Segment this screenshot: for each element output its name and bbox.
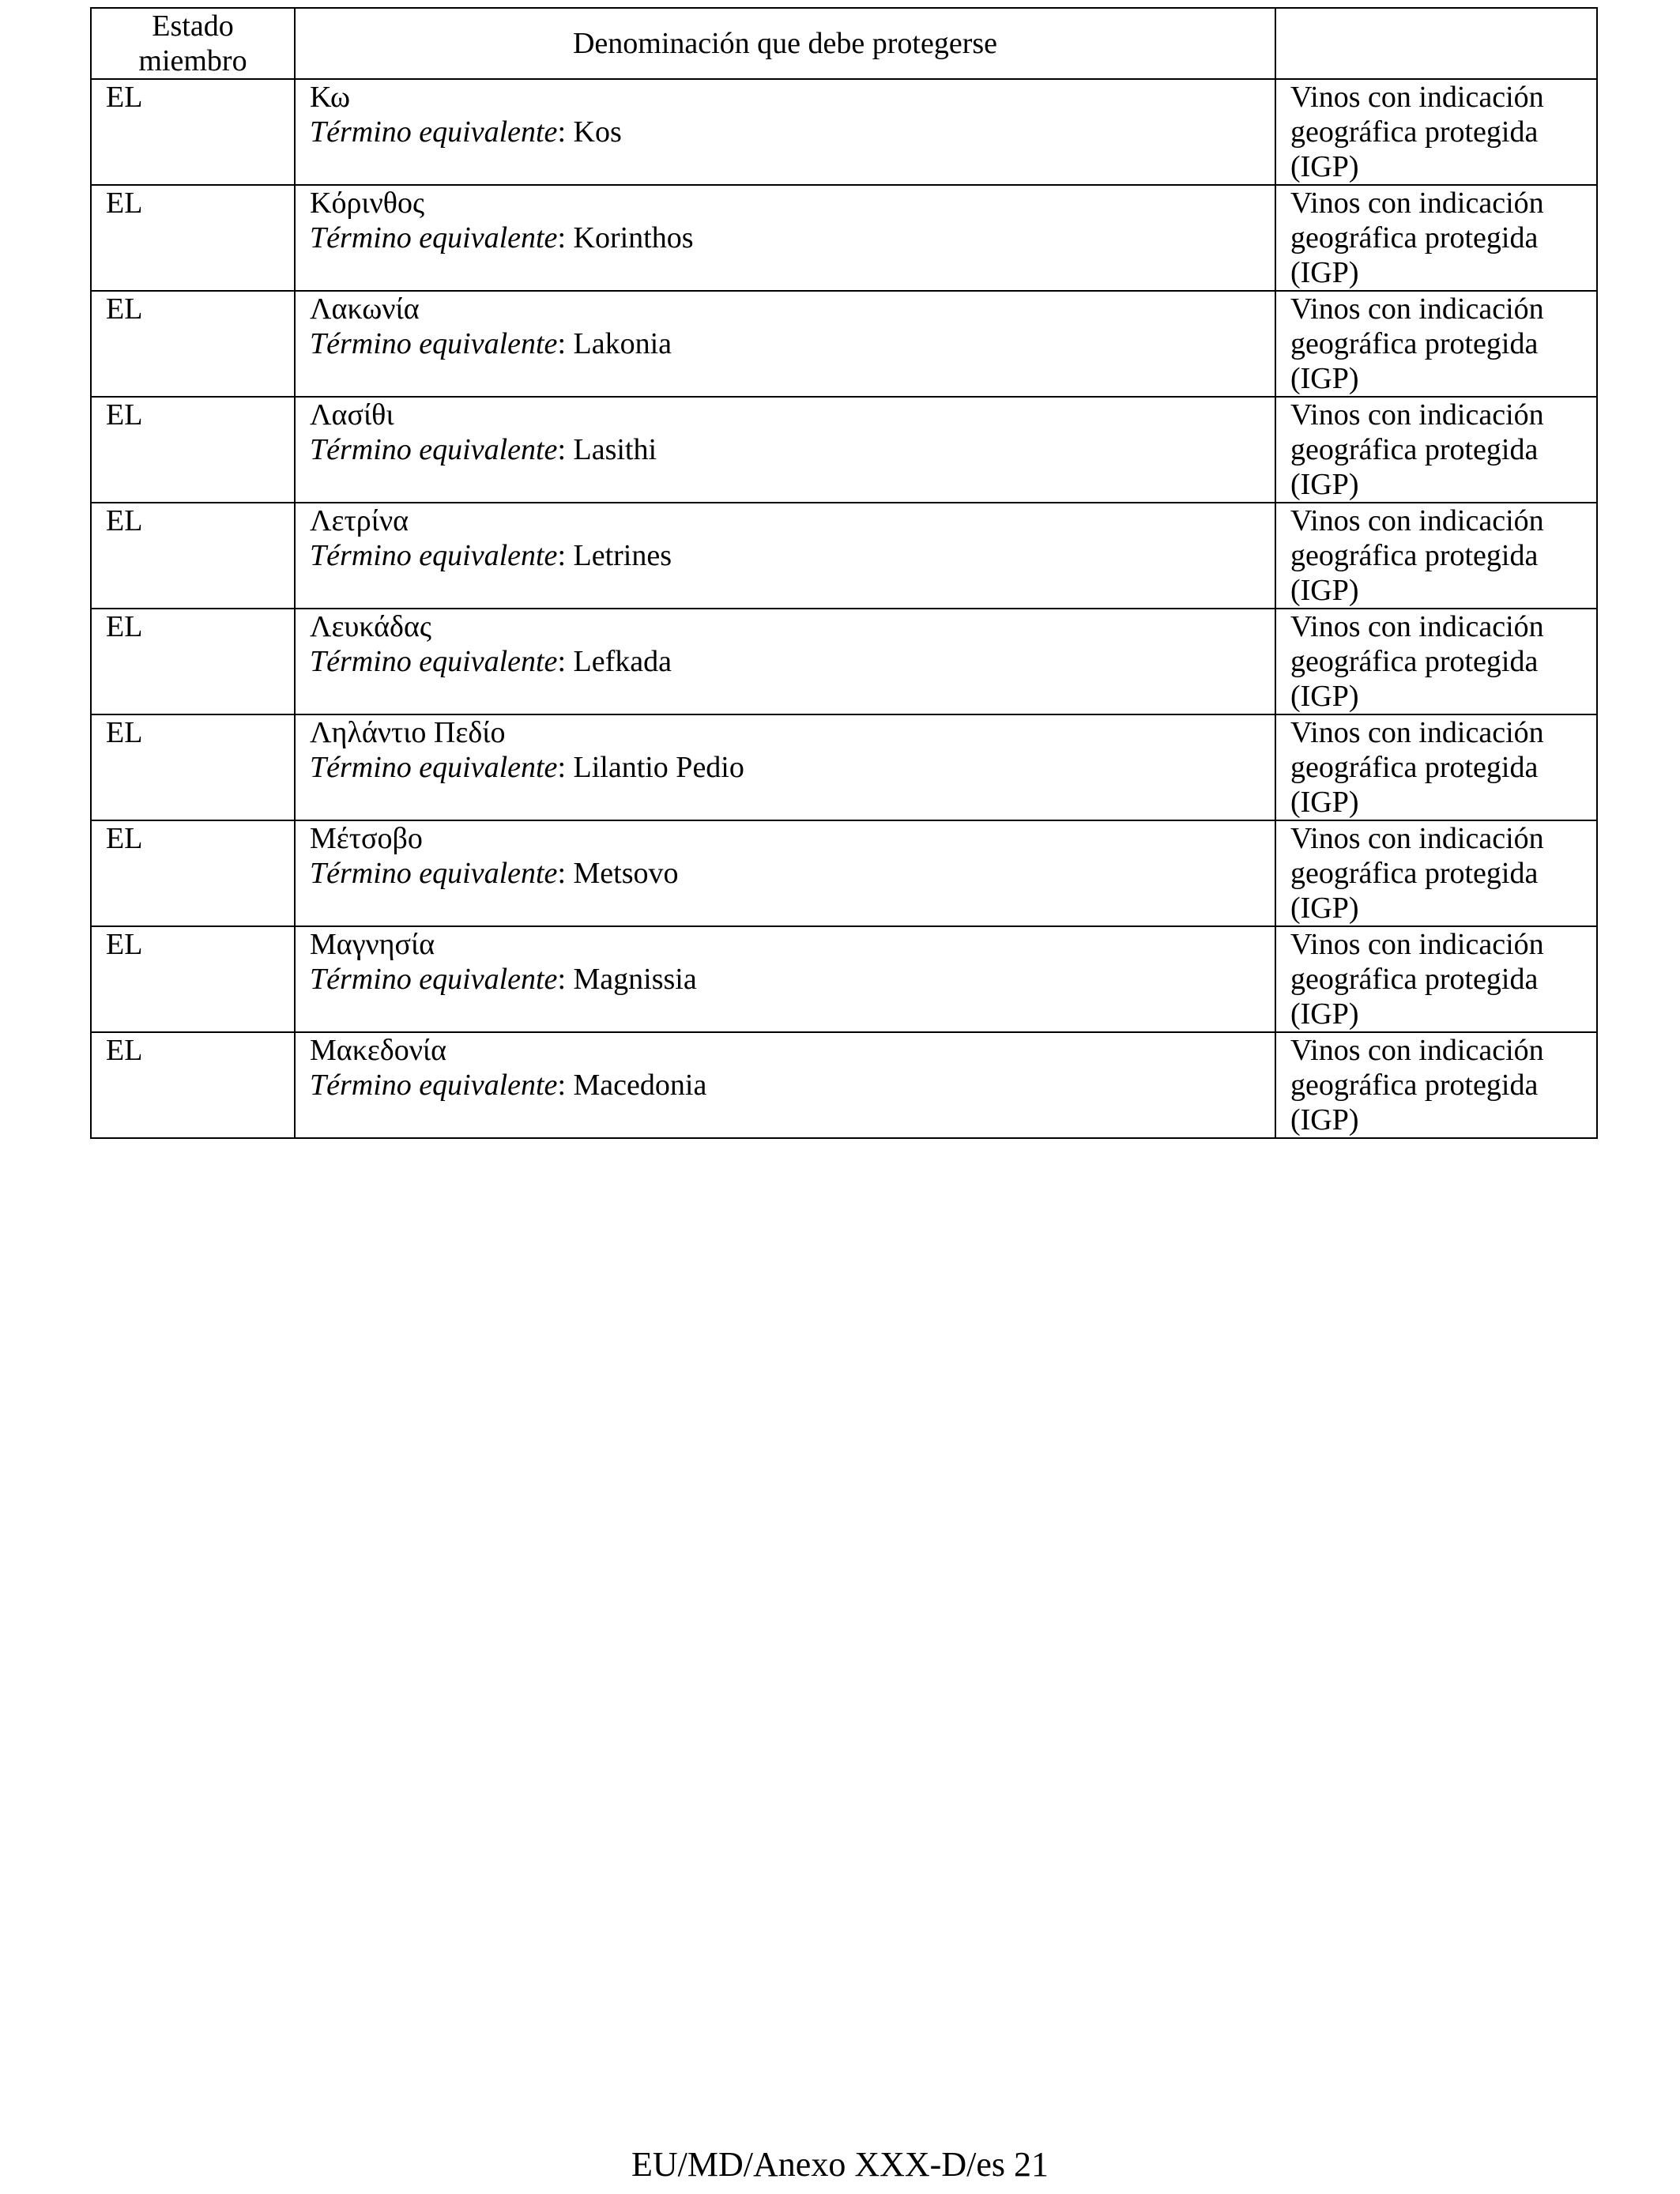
category-cell: Vinos con indicación geográfica protegida (IGP) xyxy=(1275,79,1597,185)
equivalent-term-value: Letrines xyxy=(573,539,672,572)
member-state-cell: EL xyxy=(91,820,295,926)
header-category xyxy=(1275,8,1597,79)
member-state-cell: EL xyxy=(91,609,295,714)
equivalent-term-label: Término equivalente xyxy=(310,963,558,996)
member-state-cell: EL xyxy=(91,503,295,609)
equivalent-term-line: Término equivalente: Metsovo xyxy=(310,857,679,890)
equivalent-term-value: Magnissia xyxy=(573,963,697,996)
equivalent-term-value: Lefkada xyxy=(573,645,672,678)
equivalent-term-value: Korinthos xyxy=(573,221,694,254)
equivalent-term-label: Término equivalente xyxy=(310,751,558,784)
equivalent-term-line: Término equivalente: Macedonia xyxy=(310,1069,707,1102)
category-cell: Vinos con indicación geográfica protegida (IGP) xyxy=(1275,714,1597,820)
equivalent-term-line: Término equivalente: Letrines xyxy=(310,539,672,572)
protected-name-cell xyxy=(295,609,1275,714)
equivalent-term-line: Término equivalente: Lakonia xyxy=(310,327,672,360)
protected-names-table xyxy=(90,7,1598,1139)
equivalent-term-line: Término equivalente: Magnissia xyxy=(310,963,697,996)
table-row xyxy=(91,291,1597,397)
category-cell: Vinos con indicación geográfica protegida (IGP) xyxy=(1275,926,1597,1032)
category-cell: Vinos con indicación geográfica protegida (IGP) xyxy=(1275,609,1597,714)
greek-name: Κω xyxy=(310,81,351,114)
table-row xyxy=(91,926,1597,1032)
protected-name-cell xyxy=(295,397,1275,503)
equivalent-term-value: Metsovo xyxy=(573,857,679,890)
equivalent-term-line: Término equivalente: Lefkada xyxy=(310,645,672,678)
table-row xyxy=(91,79,1597,185)
protected-name-cell xyxy=(295,185,1275,291)
greek-name: Λακωνία xyxy=(310,292,420,326)
equivalent-term-value: Lasithi xyxy=(573,433,657,466)
category-cell: Vinos con indicación geográfica protegida (IGP) xyxy=(1275,1032,1597,1138)
equivalent-term-label: Término equivalente xyxy=(310,221,558,254)
table-row xyxy=(91,1032,1597,1138)
equivalent-term-label: Término equivalente xyxy=(310,115,558,149)
equivalent-term-label: Término equivalente xyxy=(310,857,558,890)
header-member-state: Estado miembro xyxy=(91,8,295,79)
greek-name: Λασίθι xyxy=(310,398,394,432)
greek-name: Ληλάντιο Πεδίο xyxy=(310,716,506,749)
table-row xyxy=(91,714,1597,820)
equivalent-term-value: Macedonia xyxy=(573,1069,707,1102)
table-row xyxy=(91,820,1597,926)
header-protected-name: Denominación que debe protegerse xyxy=(295,8,1275,79)
equivalent-term-label: Término equivalente xyxy=(310,645,558,678)
table-row xyxy=(91,503,1597,609)
protected-name-cell xyxy=(295,926,1275,1032)
greek-name: Μαγνησία xyxy=(310,928,435,961)
equivalent-term-line: Término equivalente: Kos xyxy=(310,115,622,149)
protected-name-cell xyxy=(295,503,1275,609)
equivalent-term-value: Kos xyxy=(573,115,622,149)
member-state-cell: EL xyxy=(91,1032,295,1138)
equivalent-term-line: Término equivalente: Lasithi xyxy=(310,433,657,466)
protected-name-cell xyxy=(295,79,1275,185)
equivalent-term-value: Lakonia xyxy=(573,327,672,360)
equivalent-term-label: Término equivalente xyxy=(310,1069,558,1102)
table-body xyxy=(91,79,1597,1138)
equivalent-term-value: Lilantio Pedio xyxy=(573,751,744,784)
greek-name: Λετρίνα xyxy=(310,504,409,537)
greek-name: Μακεδονία xyxy=(310,1034,447,1067)
greek-name: Λευκάδας xyxy=(310,610,431,643)
protected-name-cell xyxy=(295,1032,1275,1138)
equivalent-term-label: Término equivalente xyxy=(310,327,558,360)
equivalent-term-line: Término equivalente: Korinthos xyxy=(310,221,694,254)
equivalent-term-label: Término equivalente xyxy=(310,539,558,572)
protected-name-cell xyxy=(295,714,1275,820)
greek-name: Μέτσοβο xyxy=(310,822,423,855)
greek-name: Κόρινθος xyxy=(310,187,425,220)
protected-name-cell xyxy=(295,291,1275,397)
page-footer-reference: EU/MD/Anexo XXX-D/es 21 xyxy=(631,2145,1049,2184)
category-cell: Vinos con indicación geográfica protegida (IGP) xyxy=(1275,397,1597,503)
member-state-cell: EL xyxy=(91,291,295,397)
table-row xyxy=(91,185,1597,291)
table-row xyxy=(91,397,1597,503)
member-state-cell: EL xyxy=(91,926,295,1032)
category-cell: Vinos con indicación geográfica protegida (IGP) xyxy=(1275,503,1597,609)
member-state-cell: EL xyxy=(91,185,295,291)
equivalent-term-line: Término equivalente: Lilantio Pedio xyxy=(310,751,744,784)
member-state-cell: EL xyxy=(91,397,295,503)
table-header-row xyxy=(91,8,1597,79)
category-cell: Vinos con indicación geográfica protegida (IGP) xyxy=(1275,185,1597,291)
table-row xyxy=(91,609,1597,714)
category-cell: Vinos con indicación geográfica protegida (IGP) xyxy=(1275,820,1597,926)
equivalent-term-label: Término equivalente xyxy=(310,433,558,466)
protected-name-cell xyxy=(295,820,1275,926)
category-cell: Vinos con indicación geográfica protegida (IGP) xyxy=(1275,291,1597,397)
member-state-cell: EL xyxy=(91,714,295,820)
member-state-cell: EL xyxy=(91,79,295,185)
